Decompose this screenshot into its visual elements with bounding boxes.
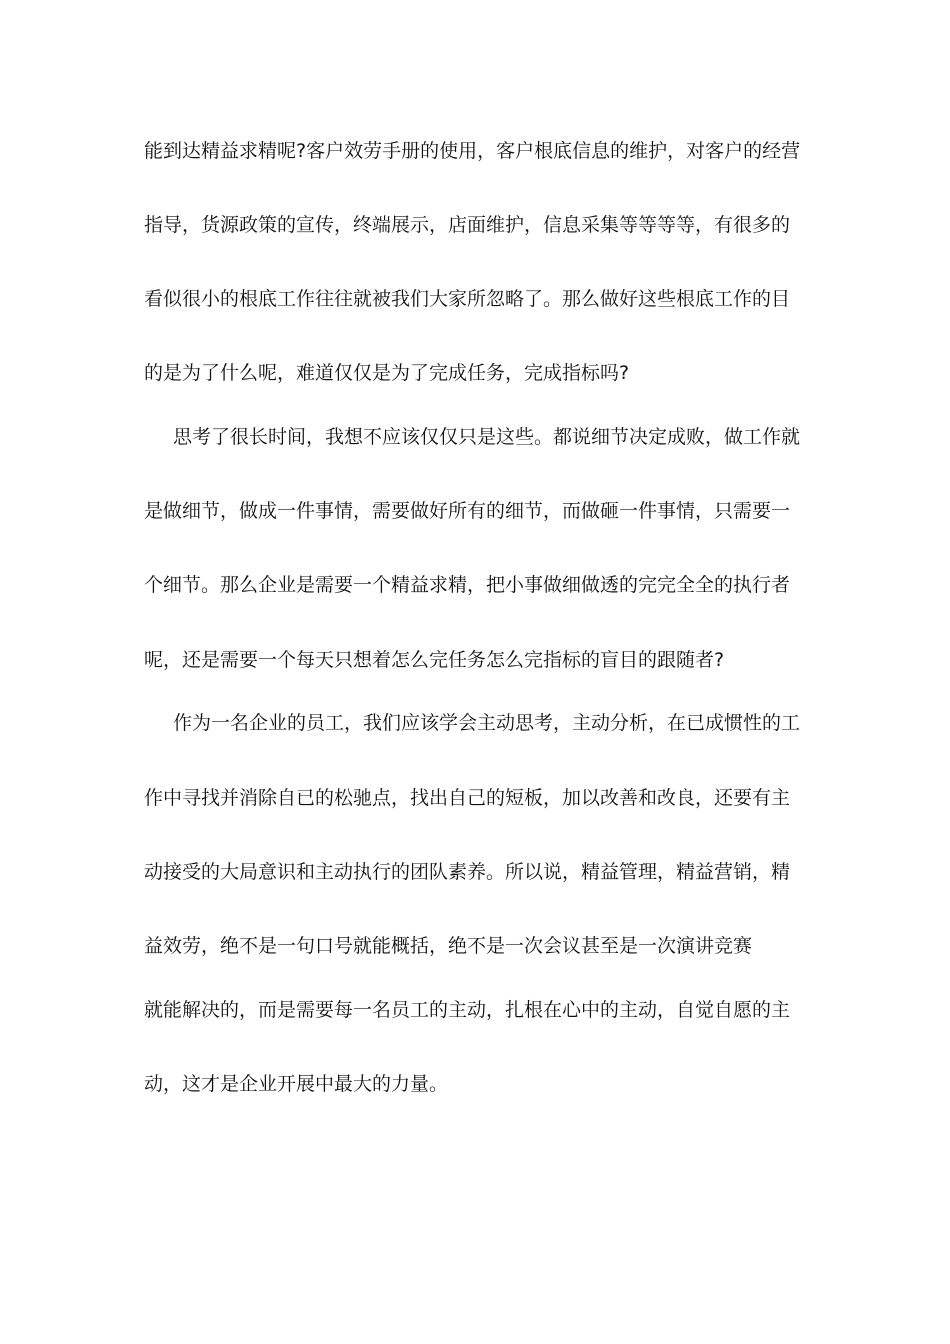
text-line-1: 能到达精益求精呢?客户效劳手册的使用，客户根底信息的维护，对客户的经营 (144, 140, 801, 162)
text-line-4: 的是为了什么呢，难道仅仅是为了完成任务，完成指标吗? (144, 362, 630, 384)
text-line-12: 益效劳，绝不是一句口号就能概括，绝不是一次会议甚至是一次演讲竞赛 (144, 935, 753, 957)
text-line-11: 动接受的大局意识和主动执行的团队素养。所以说，精益管理，精益营销，精 (144, 861, 791, 883)
text-line-13: 就能解决的，而是需要每一名员工的主动，扎根在心中的主动，自觉自愿的主 (144, 999, 791, 1021)
text-line-14: 动，这才是企业开展中最大的力量。 (144, 1073, 449, 1095)
text-line-3: 看似很小的根底工作往往就被我们大家所忽略了。那么做好这些根底工作的目 (144, 288, 791, 310)
text-line-6: 是做细节，做成一件事情，需要做好所有的细节，而做砸一件事情，只需要一 (144, 500, 791, 522)
text-line-7: 个细节。那么企业是需要一个精益求精，把小事做细做透的完完全全的执行者 (144, 574, 791, 596)
text-line-8: 呢，还是需要一个每天只想着怎么完任务怎么完指标的盲目的跟随者? (144, 649, 725, 671)
text-line-5: 思考了很长时间，我想不应该仅仅只是这些。都说细节决定成败，做工作就 (173, 426, 801, 448)
text-line-9: 作为一名企业的员工，我们应该学会主动思考，主动分析，在已成惯性的工 (173, 712, 801, 734)
text-line-10: 作中寻找并消除自已的松驰点，找出自己的短板，加以改善和改良，还要有主 (144, 787, 791, 809)
text-line-2: 指导，货源政策的宣传，终端展示，店面维护，信息采集等等等等，有很多的 (144, 214, 791, 236)
